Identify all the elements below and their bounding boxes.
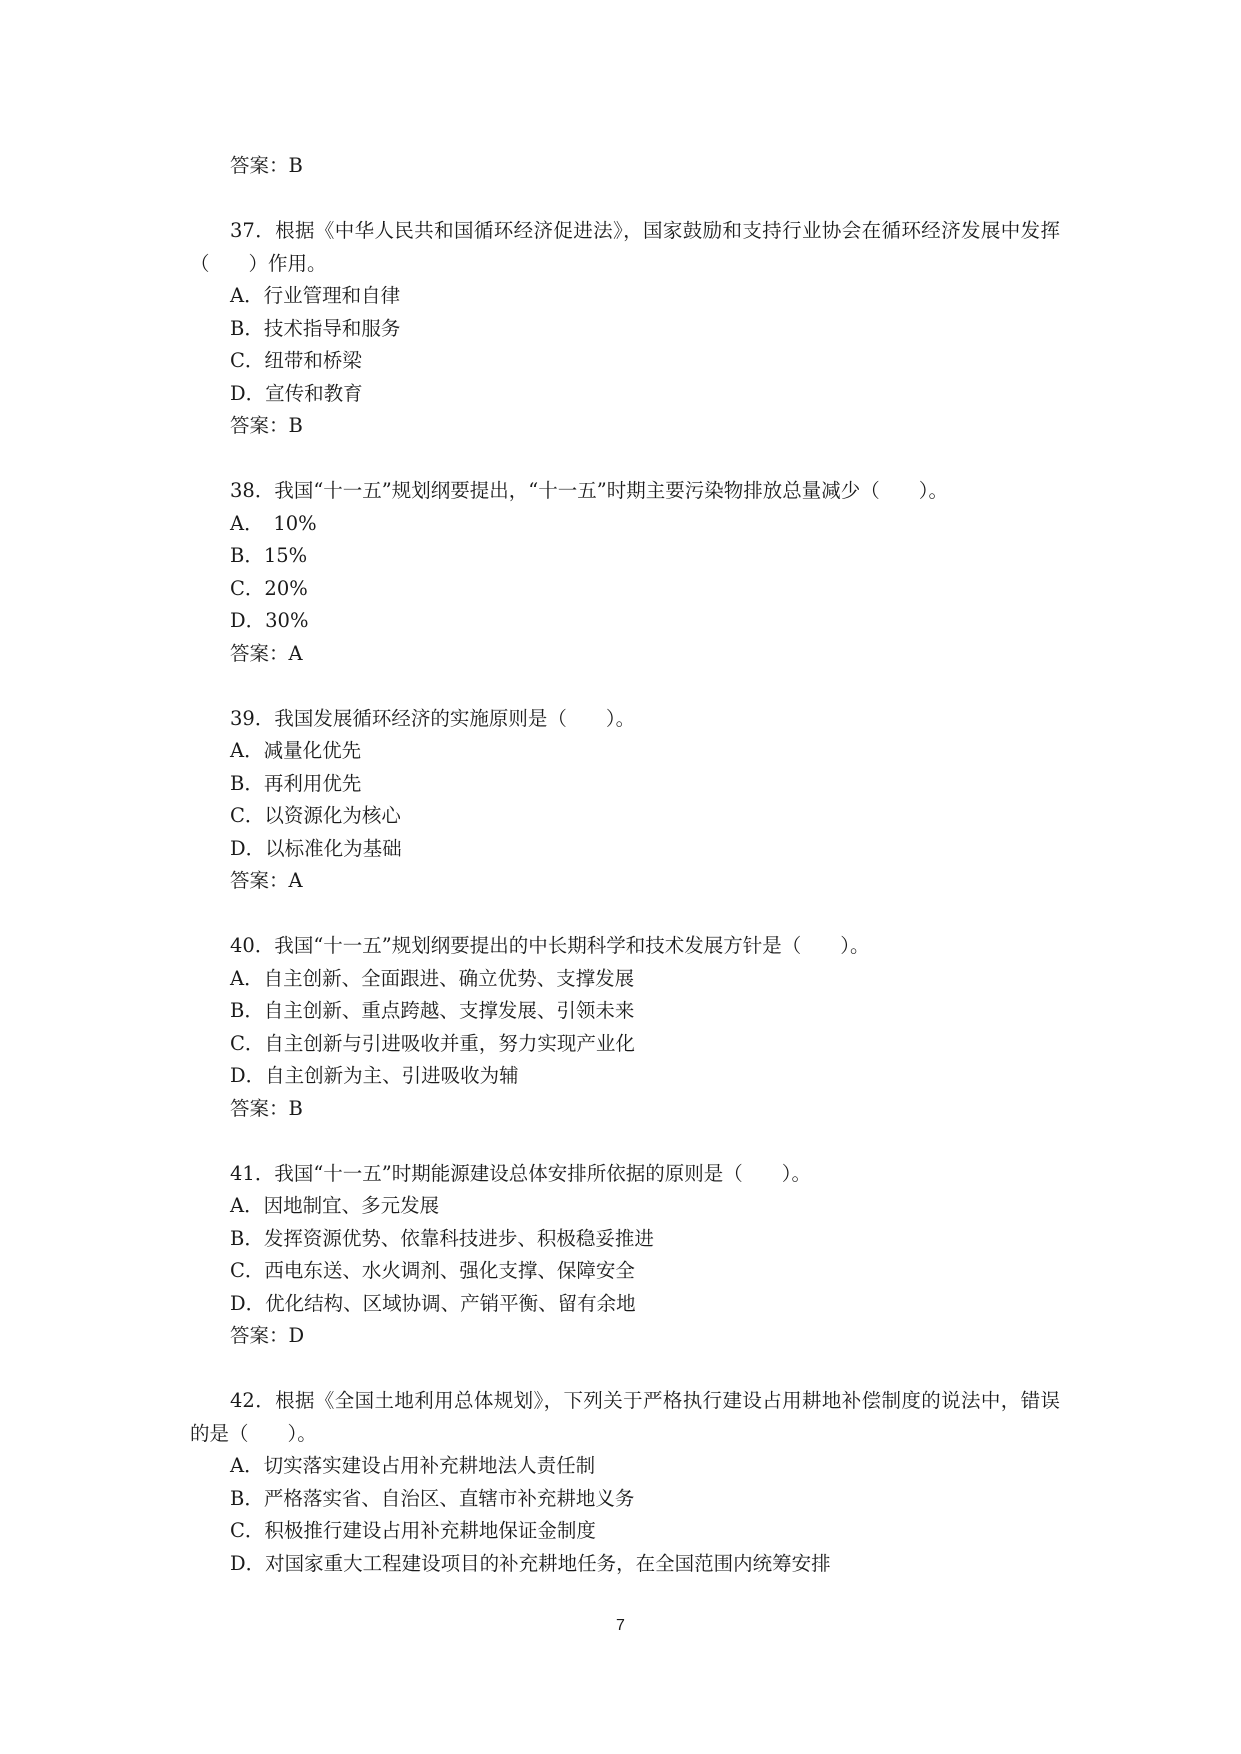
answer-line: 答案：B xyxy=(230,154,303,177)
option-b: B．15% xyxy=(230,544,308,567)
spacer xyxy=(190,183,1060,216)
spacer xyxy=(190,670,1060,703)
option-b: B．再利用优先 xyxy=(230,771,362,795)
option-a: A．切实落实建设占用补充耕地法人责任制 xyxy=(230,1454,596,1477)
option-c: C．20% xyxy=(230,576,308,600)
question-block xyxy=(190,1158,1060,1353)
option-c: C．以资源化为核心 xyxy=(230,804,401,827)
answer-line: 答案：B xyxy=(230,414,303,437)
option-b: B．发挥资源优势、依靠科技进步、积极稳妥推进 xyxy=(230,1226,654,1250)
answer-line: 答案：B xyxy=(230,1096,303,1120)
option-b: B．严格落实省、自治区、直辖市补充耕地义务 xyxy=(230,1486,635,1510)
page-number: 7 xyxy=(616,1617,625,1634)
question-stem: 37．根据《中华人民共和国循环经济促进法》，国家鼓励和支持行业协会在循环经济发展中发挥（ ）作用。 xyxy=(190,219,1060,275)
question-block xyxy=(190,475,1060,670)
question-block xyxy=(190,1385,1060,1580)
question-stem: 40．我国“十一五”规划纲要提出的中长期科学和技术发展方针是（ ）。 xyxy=(230,934,870,957)
option-d: D．对国家重大工程建设项目的补充耕地任务，在全国范围内统筹安排 xyxy=(230,1551,831,1575)
question-stem: 42．根据《全国土地利用总体规划》，下列关于严格执行建设占用耕地补偿制度的说法中，错误的是（ ）。 xyxy=(190,1389,1060,1445)
option-d: D．以标准化为基础 xyxy=(230,836,402,860)
spacer xyxy=(190,1353,1060,1386)
option-c: C．自主创新与引进吸收并重，努力实现产业化 xyxy=(230,1031,635,1055)
question-block xyxy=(190,703,1060,898)
option-d: D．宣传和教育 xyxy=(230,381,363,405)
spacer xyxy=(190,898,1060,931)
option-a: A．行业管理和自律 xyxy=(230,284,401,307)
option-a: A．因地制宜、多元发展 xyxy=(230,1194,440,1217)
option-c: C．纽带和桥梁 xyxy=(230,349,362,372)
page-content xyxy=(190,150,1060,1580)
answer-line: 答案：A xyxy=(230,641,303,665)
spacer xyxy=(190,1125,1060,1158)
option-c: C．积极推行建设占用补充耕地保证金制度 xyxy=(230,1519,596,1542)
option-a: A．减量化优先 xyxy=(230,739,362,762)
question-block xyxy=(190,215,1060,443)
question-stem: 39．我国发展循环经济的实施原则是（ ）。 xyxy=(230,706,636,730)
option-d: D．自主创新为主、引进吸收为辅 xyxy=(230,1064,519,1087)
question-block xyxy=(190,930,1060,1125)
question-stem: 41．我国“十一五”时期能源建设总体安排所依据的原则是（ ）。 xyxy=(230,1161,812,1185)
option-c: C．西电东送、水火调剂、强化支撑、保障安全 xyxy=(230,1259,635,1282)
answer-line: 答案：A xyxy=(230,869,303,892)
question-stem: 38．我国“十一五”规划纲要提出，“十一五”时期主要污染物排放总量减少（ ）。 xyxy=(230,479,948,502)
option-b: B．技术指导和服务 xyxy=(230,316,401,340)
option-d: D．优化结构、区域协调、产销平衡、留有余地 xyxy=(230,1291,636,1315)
spacer xyxy=(190,443,1060,476)
option-a: A．自主创新、全面跟进、确立优势、支撑发展 xyxy=(230,966,635,990)
option-b: B．自主创新、重点跨越、支撑发展、引领未来 xyxy=(230,999,635,1022)
option-d: D．30% xyxy=(230,609,309,632)
answer-line: 答案：D xyxy=(230,1324,305,1347)
option-a: A． 10% xyxy=(230,511,317,535)
